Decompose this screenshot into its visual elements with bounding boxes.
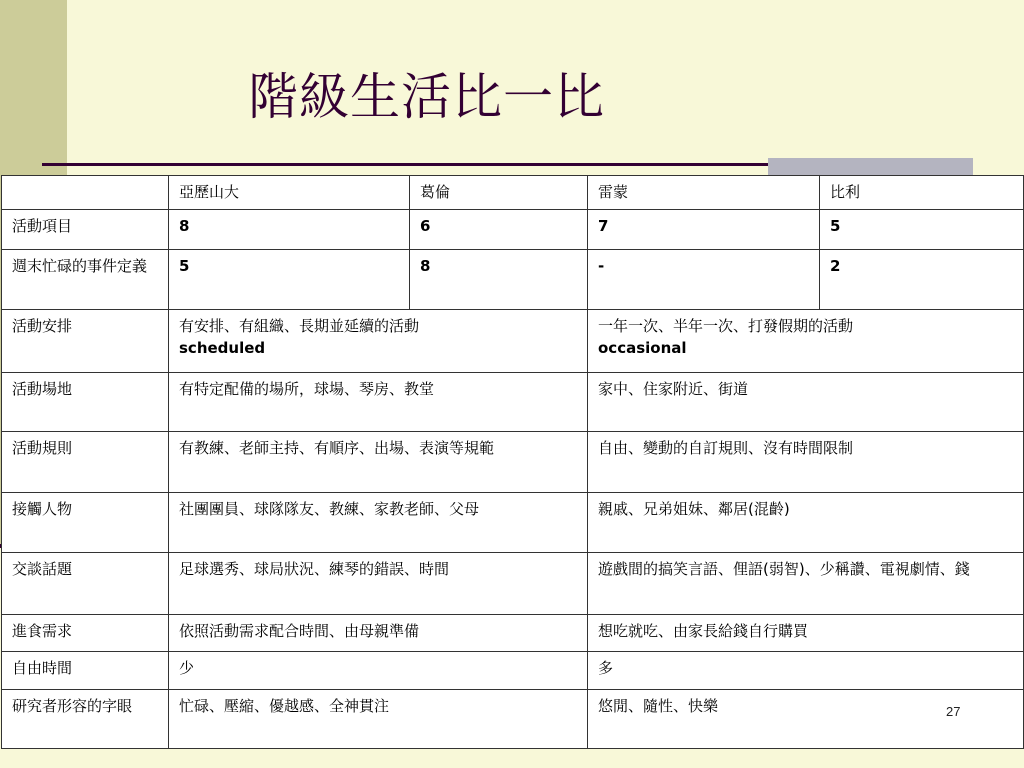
table-cell: - bbox=[588, 250, 820, 310]
table-cell-span: 有特定配備的場所，球場、琴房、教堂 bbox=[169, 373, 588, 432]
row-label: 接觸人物 bbox=[2, 493, 169, 553]
table-cell: 8 bbox=[410, 250, 588, 310]
row-label: 活動規則 bbox=[2, 432, 169, 493]
cell-text: 有安排、有組織、長期並延續的活動 bbox=[179, 317, 420, 335]
table-row bbox=[2, 493, 1024, 553]
row-label-text: 週末忙碌的事件定義 bbox=[12, 257, 148, 275]
row-label bbox=[2, 690, 169, 749]
table-cell-span: 依照活動需求配合時間、由母親準備 bbox=[169, 615, 588, 652]
header-cell-alexander: 亞歷山大 bbox=[169, 176, 410, 210]
row-label bbox=[2, 250, 169, 310]
row-label: 活動安排 bbox=[2, 310, 169, 373]
page-number: 27 bbox=[946, 704, 961, 719]
table-cell-span bbox=[169, 493, 588, 553]
cell-text: 一年一次、半年一次、打發假期的活動 bbox=[598, 317, 854, 335]
table-cell-span bbox=[169, 310, 588, 373]
table-cell-span: 家中、住家附近、街道 bbox=[588, 373, 1024, 432]
cell-text-en: occasional bbox=[598, 339, 687, 357]
header-cell-empty bbox=[2, 176, 169, 210]
table-row bbox=[2, 250, 1024, 310]
table-row bbox=[2, 432, 1024, 493]
table-cell: 8 bbox=[169, 210, 410, 250]
slide-title: 階級生活比一比 bbox=[248, 68, 605, 126]
table-cell-span: 自由、變動的自訂規則、沒有時間限制 bbox=[588, 432, 1024, 493]
header-cell-garrett: 葛倫 bbox=[410, 176, 588, 210]
table-cell: 5 bbox=[169, 250, 410, 310]
table-row bbox=[2, 615, 1024, 652]
table-row bbox=[2, 310, 1024, 373]
row-label: 交談話題 bbox=[2, 553, 169, 615]
table-cell-span: 悠閒、隨性、快樂 bbox=[588, 690, 1024, 749]
table-cell: 6 bbox=[410, 210, 588, 250]
table-row bbox=[2, 210, 1024, 250]
table-cell-span bbox=[169, 432, 588, 493]
comparison-table bbox=[1, 175, 1024, 749]
header-cell-raymond: 雷蒙 bbox=[588, 176, 820, 210]
table-cell-span bbox=[588, 310, 1024, 373]
cell-text: 社團團員、球隊隊友、教練、家教老師、父母 bbox=[179, 500, 480, 518]
row-label: 活動項目 bbox=[2, 210, 169, 250]
table-row bbox=[2, 373, 1024, 432]
table-row bbox=[2, 690, 1024, 749]
row-label: 自由時間 bbox=[2, 652, 169, 690]
cell-text: 有教練、老師主持、有順序、出場、表演等規範 bbox=[179, 439, 495, 457]
row-label: 活動場地 bbox=[2, 373, 169, 432]
cell-text: 遊戲間的搞笑言語、俚語(弱智)、少稱讚、電視劇情、錢 bbox=[598, 560, 970, 578]
table-cell: 7 bbox=[588, 210, 820, 250]
table-cell-span: 親戚、兄弟姐妹、鄰居(混齡) bbox=[588, 493, 1024, 553]
table-cell: 2 bbox=[820, 250, 1024, 310]
row-label-text: 研究者形容的字眼 bbox=[12, 697, 133, 715]
row-label: 進食需求 bbox=[2, 615, 169, 652]
table-cell-span bbox=[588, 553, 1024, 615]
table-row bbox=[2, 652, 1024, 690]
cell-text-en: scheduled bbox=[179, 339, 266, 357]
table-row bbox=[2, 553, 1024, 615]
table-cell-span: 少 bbox=[169, 652, 588, 690]
table-cell-span: 足球選秀、球局狀況、練琴的錯誤、時間 bbox=[169, 553, 588, 615]
table-cell-span: 想吃就吃、由家長給錢自行購買 bbox=[588, 615, 1024, 652]
table-cell-span: 忙碌、壓縮、優越感、全神貫注 bbox=[169, 690, 588, 749]
table-cell: 5 bbox=[820, 210, 1024, 250]
table-cell-span: 多 bbox=[588, 652, 1024, 690]
header-cell-billy: 比利 bbox=[820, 176, 1024, 210]
table-header-row bbox=[2, 176, 1024, 210]
